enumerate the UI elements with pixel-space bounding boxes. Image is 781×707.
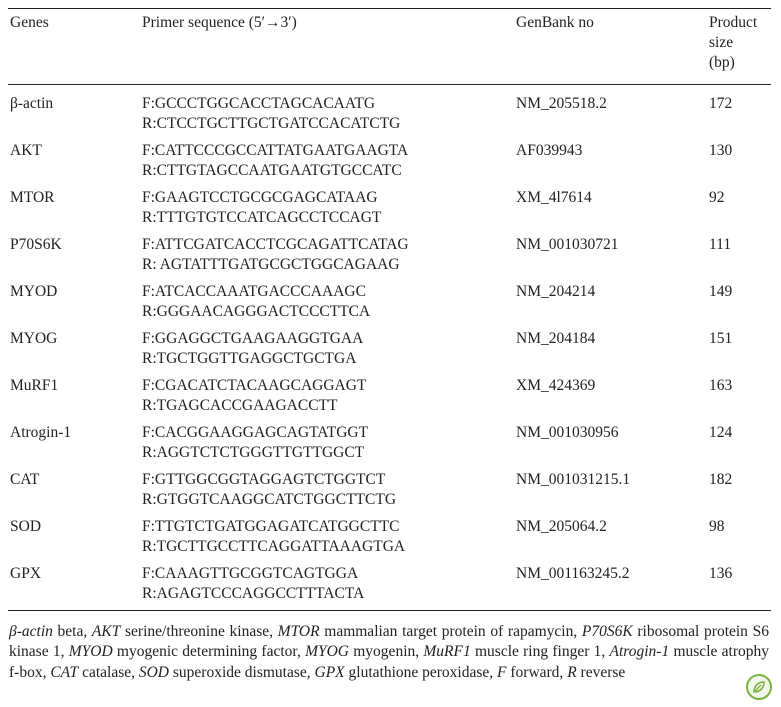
primer-sequence [142, 517, 405, 557]
header-product-size [709, 13, 757, 73]
product-size: 136 [709, 565, 733, 582]
table-row [0, 564, 781, 611]
table-row [0, 376, 781, 423]
footnote-desc: mammalian target protein of rapamycin, [319, 623, 582, 640]
product-size: 98 [709, 518, 725, 535]
forward-primer: F:ATTCGATCACCTCGCAGATTCATAG [142, 236, 409, 253]
leaf-icon [751, 679, 767, 695]
product-size: 124 [709, 424, 733, 441]
footnote-abbr: AKT [91, 623, 121, 640]
table-body [0, 94, 781, 611]
forward-primer: F:CATTCCCGCCATTATGAATGAAGTA [142, 142, 409, 159]
forward-primer: F:CACGGAAGGAGCAGTATGGT [142, 424, 369, 441]
table-row [0, 470, 781, 517]
reverse-primer: R:GTGGTCAAGGCATCTGGCTTCTG [142, 491, 397, 509]
table-top-rule [8, 8, 771, 9]
primer-sequence [142, 423, 368, 463]
footnote-desc: myogenin, [349, 643, 424, 661]
footnote-abbr: R [567, 663, 577, 681]
gene-name: MTOR [10, 189, 55, 206]
gene-name: P70S6K [10, 236, 62, 253]
table-row [0, 282, 781, 329]
footnote-abbr: MYOD [68, 643, 113, 661]
reverse-primer: R:CTTGTAGCCAATGAATGTGCCATC [142, 162, 402, 180]
genbank-number: NM_204214 [516, 283, 596, 300]
footnote-desc: beta, [52, 623, 92, 640]
reverse-primer: R:AGAGTCCCAGGCCTTTACTA [142, 585, 365, 603]
forward-primer: F:GGAGGCTGAAGAAGGTGAA [142, 330, 364, 347]
springer-leaf-icon [746, 674, 772, 700]
primer-sequence [142, 470, 396, 510]
header-size-line3: (bp) [709, 54, 735, 72]
table-row [0, 141, 781, 188]
gene-name: MuRF1 [10, 377, 59, 394]
gene-name: AKT [10, 142, 42, 159]
reverse-primer: R:AGGTCTCTGGGTTGTTGGCT [142, 444, 365, 462]
genbank-number: NM_205064.2 [516, 518, 607, 535]
primer-sequence [142, 235, 409, 275]
product-size: 182 [709, 471, 733, 488]
footnote-desc: myogenic determining factor, [112, 643, 306, 661]
footnote-abbr: F [497, 663, 507, 681]
footnote-desc: glutathione peroxidase, [344, 663, 498, 681]
footnote-abbr: CAT [50, 663, 79, 681]
footnote-desc: serine/threonine kinase, [120, 623, 278, 640]
genbank-number: NM_204184 [516, 330, 596, 347]
product-size: 130 [709, 142, 733, 159]
table-row [0, 235, 781, 282]
footnote-abbr: GPX [314, 663, 345, 681]
reverse-primer: R:TGCTGGTTGAGGCTGCTGA [142, 350, 357, 368]
footnote-desc: catalase, [78, 663, 139, 681]
primer-sequence [142, 188, 381, 228]
header-size-line1: Product [709, 14, 758, 31]
table-row [0, 188, 781, 235]
footnote-desc: reverse [576, 663, 626, 681]
footnote-abbr: SOD [138, 663, 169, 681]
forward-primer: F:TTGTCTGATGGAGATCATGGCTTC [142, 518, 400, 535]
genbank-number: NM_205518.2 [516, 95, 607, 112]
gene-name: MYOG [10, 330, 58, 347]
forward-primer: F:GTTGGCGGTAGGAGTCTGGTCT [142, 471, 386, 488]
header-genbank: GenBank no [516, 14, 594, 31]
gene-name: SOD [10, 518, 42, 535]
table-row [0, 517, 781, 564]
forward-primer: F:CAAAGTTGCGGTCAGTGGA [142, 565, 359, 582]
header-primer-sequence: Primer sequence (5′→3′) [142, 14, 297, 31]
header-size-line2: size [709, 34, 734, 52]
footnote-abbr: P70S6K [581, 623, 633, 640]
table-row [0, 329, 781, 376]
gene-name: MYOD [10, 283, 58, 300]
product-size: 149 [709, 283, 733, 300]
product-size: 172 [709, 95, 733, 112]
footnote-desc: ribosomal protein S6 kinase 1, [9, 623, 769, 661]
reverse-primer: R:CTCCTGCTTGCTGATCCACATCTG [142, 115, 401, 133]
genbank-number: NM_001030956 [516, 424, 619, 441]
header-genes: Genes [10, 14, 49, 31]
forward-primer: F:CGACATCTACAAGCAGGAGT [142, 377, 367, 394]
forward-primer: F:ATCACCAAATGACCCAAAGC [142, 283, 366, 300]
table-row [0, 423, 781, 470]
product-size: 111 [709, 236, 732, 253]
genbank-number: NM_001031215.1 [516, 471, 631, 488]
footnote-abbr: MYOG [305, 643, 349, 661]
product-size: 163 [709, 377, 733, 394]
reverse-primer: R:TGAGCACCGAAGACCTT [142, 397, 338, 415]
reverse-primer: R:TTTGTGTCCATCAGCCTCCAGT [142, 209, 382, 227]
table-footnote [9, 622, 769, 683]
table-row [0, 94, 781, 141]
reverse-primer: R:TGCTTGCCTTCAGGATTAAAGTGA [142, 538, 406, 556]
table-header-rule [8, 84, 771, 85]
primer-sequence [142, 329, 363, 369]
footnote-desc: forward, [506, 663, 568, 681]
footnote-abbr: MuRF1 [423, 643, 471, 661]
primer-sequence [142, 282, 370, 322]
footnote-desc: muscle ring finger 1, [470, 643, 610, 661]
footnote-abbr: β-actin [9, 623, 53, 640]
footnote-desc: superoxide dismutase, [169, 663, 315, 681]
gene-name: GPX [10, 565, 42, 582]
footnote-abbr: Atrogin-1 [609, 643, 670, 661]
reverse-primer: R:GGGAACAGGGACTCCCTTCA [142, 303, 371, 321]
footnote-abbr: MTOR [277, 623, 320, 640]
gene-name: CAT [10, 471, 40, 488]
product-size: 151 [709, 330, 733, 347]
gene-name: Atrogin-1 [10, 424, 72, 441]
genbank-number: XM_424369 [516, 377, 596, 394]
genbank-number: NM_001163245.2 [516, 565, 630, 582]
genbank-number: AF039943 [516, 142, 583, 159]
table-bottom-rule [8, 610, 771, 611]
primer-sequence [142, 141, 408, 181]
gene-name: β-actin [10, 95, 54, 112]
primer-sequence [142, 94, 400, 134]
genbank-number: XM_4l7614 [516, 189, 592, 206]
primer-sequence [142, 376, 366, 416]
forward-primer: F:GCCCTGGCACCTAGCACAATG [142, 95, 376, 112]
primer-sequence [142, 564, 364, 604]
footnote-desc: muscle atrophy f-box, [9, 643, 769, 681]
reverse-primer: R: AGTATTTGATGCGCTGGCAGAAG [142, 256, 400, 274]
product-size: 92 [709, 189, 725, 206]
forward-primer: F:GAAGTCCTGCGCGAGCATAAG [142, 189, 378, 206]
genbank-number: NM_001030721 [516, 236, 619, 253]
